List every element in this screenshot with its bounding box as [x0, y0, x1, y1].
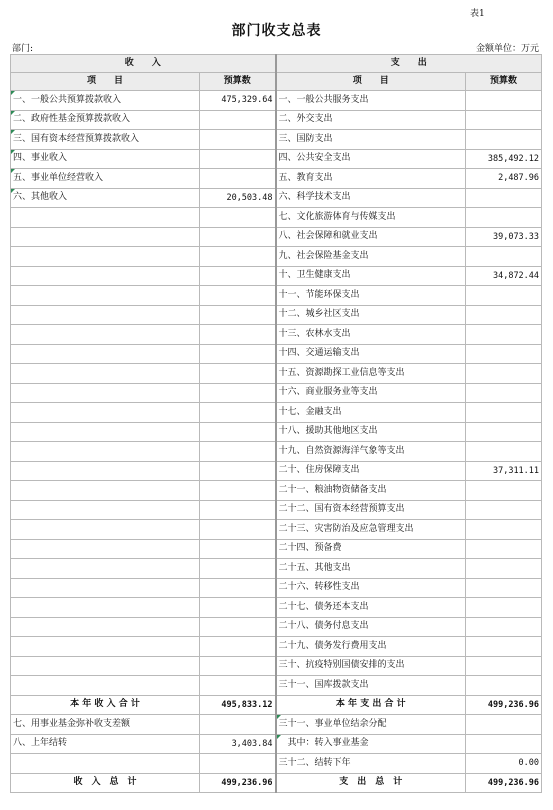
table-row [11, 344, 542, 364]
income-budget-cell [200, 110, 276, 130]
income-item-cell [11, 617, 200, 637]
income-budget-cell [200, 403, 276, 423]
expense-budget-cell: 2,487.96 [466, 169, 542, 189]
income-budget-cell [200, 383, 276, 403]
income-budget-cell [200, 656, 276, 676]
income-item-cell [11, 247, 200, 267]
income-budget-cell: 475,329.64 [200, 91, 276, 111]
income-budget-cell [200, 715, 276, 735]
income-item-cell [11, 481, 200, 501]
expense-budget-cell [466, 442, 542, 462]
expense-budget-cell [466, 559, 542, 579]
expense-item-cell: 十五、资源勘探工业信息等支出 [276, 364, 466, 384]
table-number: 表1 [470, 9, 485, 19]
income-budget-cell [200, 539, 276, 559]
expense-item-cell: 二十三、灾害防治及应急管理支出 [276, 520, 466, 540]
subtotal-row-expense-label: 本 年 支 出 合 计 [276, 695, 466, 715]
income-item-header: 项 目 [11, 73, 200, 91]
expense-item-cell: 三十二、结转下年 [276, 754, 466, 774]
expense-item-cell: 九、社会保险基金支出 [276, 247, 466, 267]
expense-budget-cell [466, 247, 542, 267]
income-item-cell [11, 208, 200, 228]
page-title: 部门收支总表 [231, 23, 322, 39]
table-row [11, 325, 542, 345]
table-row [11, 149, 542, 169]
expense-section-header: 支 出 [276, 55, 542, 73]
expense-budget-cell: 39,073.33 [466, 227, 542, 247]
income-budget-cell [200, 227, 276, 247]
expense-item-cell: 十六、商业服务业等支出 [276, 383, 466, 403]
expense-budget-cell [466, 344, 542, 364]
income-item-cell [11, 227, 200, 247]
income-item-cell [11, 364, 200, 384]
income-item-cell [11, 559, 200, 579]
grand-total-row-income-value: 499,236.96 [200, 773, 276, 793]
table-row [11, 442, 542, 462]
expense-item-cell: 二十八、债务付息支出 [276, 617, 466, 637]
table-row [11, 676, 542, 696]
income-item-cell [11, 325, 200, 345]
income-budget-cell [200, 266, 276, 286]
expense-budget-cell: 37,311.11 [466, 461, 542, 481]
unit-label: 金额单位：万元 [475, 44, 539, 54]
expense-budget-cell: 0.00 [466, 754, 542, 774]
expense-item-cell: 三十一、国库拨款支出 [276, 676, 466, 696]
expense-budget-cell [466, 617, 542, 637]
table-row [11, 715, 542, 735]
table-row [11, 734, 542, 754]
expense-budget-cell [466, 305, 542, 325]
table-row [11, 305, 542, 325]
expense-budget-cell [466, 481, 542, 501]
expense-item-cell: 十九、自然资源海洋气象等支出 [276, 442, 466, 462]
expense-item-cell: 十三、农林水支出 [276, 325, 466, 345]
income-budget-cell [200, 286, 276, 306]
table-row [11, 247, 542, 267]
table-row [11, 559, 542, 579]
expense-budget-cell [466, 500, 542, 520]
expense-item-cell: 六、科学技术支出 [276, 188, 466, 208]
table-row [11, 578, 542, 598]
income-item-cell [11, 383, 200, 403]
expense-item-cell: 十四、交通运输支出 [276, 344, 466, 364]
expense-budget-cell [466, 364, 542, 384]
income-budget-cell [200, 754, 276, 774]
table-row [11, 188, 542, 208]
expense-item-cell: 十一、节能环保支出 [276, 286, 466, 306]
expense-item-cell: 二十二、国有资本经营预算支出 [276, 500, 466, 520]
grand-total-row-expense-value: 499,236.96 [466, 773, 542, 793]
table-row [11, 539, 542, 559]
expense-budget-cell: 34,872.44 [466, 266, 542, 286]
expense-item-cell: 十二、城乡社区支出 [276, 305, 466, 325]
expense-budget-cell [466, 110, 542, 130]
income-item-cell: 一、一般公共预算拨款收入 [11, 91, 200, 111]
income-budget-cell [200, 617, 276, 637]
expense-budget-cell [466, 637, 542, 657]
income-item-cell [11, 286, 200, 306]
expense-item-cell: 五、教育支出 [276, 169, 466, 189]
income-budget-cell [200, 208, 276, 228]
table-row [11, 286, 542, 306]
expense-budget-header: 预算数 [466, 73, 542, 91]
income-item-cell [11, 422, 200, 442]
expense-budget-cell [466, 539, 542, 559]
table-row [11, 227, 542, 247]
income-budget-cell [200, 130, 276, 150]
income-item-cell [11, 539, 200, 559]
expense-budget-cell [466, 734, 542, 754]
table-row [11, 110, 542, 130]
income-item-cell [11, 656, 200, 676]
expense-item-cell: 三十、抗疫特别国债安排的支出 [276, 656, 466, 676]
expense-item-cell: 二十五、其他支出 [276, 559, 466, 579]
expense-item-cell: 十、卫生健康支出 [276, 266, 466, 286]
expense-item-cell: 二十一、粮油物资储备支出 [276, 481, 466, 501]
income-budget-cell [200, 637, 276, 657]
expense-item-cell: 十八、援助其他地区支出 [276, 422, 466, 442]
subtotal-row [11, 695, 542, 715]
expense-budget-cell [466, 208, 542, 228]
table-row [11, 598, 542, 618]
expense-budget-cell [466, 325, 542, 345]
income-budget-header: 预算数 [200, 73, 276, 91]
expense-item-cell: 二十九、债务发行费用支出 [276, 637, 466, 657]
income-item-cell [11, 598, 200, 618]
income-item-cell [11, 403, 200, 423]
expense-budget-cell: 385,492.12 [466, 149, 542, 169]
income-item-cell: 五、事业单位经营收入 [11, 169, 200, 189]
expense-item-cell: 三十一、事业单位结余分配 [276, 715, 466, 735]
table-row [11, 364, 542, 384]
expense-item-cell: 十七、金融支出 [276, 403, 466, 423]
income-budget-cell [200, 325, 276, 345]
table-row [11, 637, 542, 657]
income-item-cell [11, 500, 200, 520]
income-budget-cell [200, 559, 276, 579]
expense-item-cell: 其中：转入事业基金 [276, 734, 466, 754]
income-budget-cell: 20,503.48 [200, 188, 276, 208]
column-header-row [11, 73, 542, 91]
expense-item-cell: 二、外交支出 [276, 110, 466, 130]
table-row [11, 383, 542, 403]
section-header-row [11, 55, 542, 73]
expense-budget-cell [466, 403, 542, 423]
income-budget-cell [200, 676, 276, 696]
income-item-cell: 三、国有资本经营预算拨款收入 [11, 130, 200, 150]
subtotal-row-expense-value: 499,236.96 [466, 695, 542, 715]
expense-item-header: 项 目 [276, 73, 466, 91]
income-budget-cell [200, 598, 276, 618]
expense-item-cell: 四、公共安全支出 [276, 149, 466, 169]
income-budget-cell [200, 461, 276, 481]
income-item-cell [11, 676, 200, 696]
income-budget-cell [200, 500, 276, 520]
table-row [11, 91, 542, 111]
expense-budget-cell [466, 422, 542, 442]
income-item-cell [11, 578, 200, 598]
income-budget-cell [200, 169, 276, 189]
expense-item-cell: 二十七、债务还本支出 [276, 598, 466, 618]
expense-item-cell: 七、文化旅游体育与传媒支出 [276, 208, 466, 228]
expense-budget-cell [466, 715, 542, 735]
department-label: 部门: [12, 44, 34, 54]
expense-budget-cell [466, 578, 542, 598]
grand-total-row [11, 773, 542, 793]
expense-budget-cell [466, 188, 542, 208]
table-row [11, 481, 542, 501]
income-item-cell: 四、事业收入 [11, 149, 200, 169]
income-item-cell [11, 520, 200, 540]
income-budget-cell: 3,403.84 [200, 734, 276, 754]
expense-budget-cell [466, 383, 542, 403]
income-budget-cell [200, 364, 276, 384]
income-item-cell [11, 754, 200, 774]
income-budget-cell [200, 247, 276, 267]
grand-total-row-expense-label: 支 出 总 计 [276, 773, 466, 793]
table-row [11, 422, 542, 442]
income-budget-cell [200, 305, 276, 325]
income-item-cell: 八、上年结转 [11, 734, 200, 754]
income-item-cell: 六、其他收入 [11, 188, 200, 208]
grand-total-row-income-label: 收 入 总 计 [11, 773, 200, 793]
subtotal-row-income-value: 495,833.12 [200, 695, 276, 715]
subtotal-row-income-label: 本 年 收 入 合 计 [11, 695, 200, 715]
income-item-cell: 二、政府性基金预算拨款收入 [11, 110, 200, 130]
table-row [11, 461, 542, 481]
table-row [11, 500, 542, 520]
expense-item-cell: 一、一般公共服务支出 [276, 91, 466, 111]
expense-item-cell: 三、国防支出 [276, 130, 466, 150]
table-row [11, 130, 542, 150]
income-budget-cell [200, 422, 276, 442]
expense-budget-cell [466, 520, 542, 540]
income-budget-cell [200, 344, 276, 364]
expense-item-cell: 二十、住房保障支出 [276, 461, 466, 481]
budget-summary-table [10, 54, 542, 793]
expense-budget-cell [466, 656, 542, 676]
table-row [11, 520, 542, 540]
income-item-cell [11, 266, 200, 286]
expense-budget-cell [466, 598, 542, 618]
table-row [11, 208, 542, 228]
income-budget-cell [200, 149, 276, 169]
expense-item-cell: 二十四、预备费 [276, 539, 466, 559]
table-row [11, 169, 542, 189]
expense-budget-cell [466, 130, 542, 150]
income-item-cell [11, 344, 200, 364]
income-item-cell [11, 442, 200, 462]
income-item-cell [11, 461, 200, 481]
expense-budget-cell [466, 91, 542, 111]
table-row [11, 403, 542, 423]
income-budget-cell [200, 578, 276, 598]
table-row [11, 617, 542, 637]
income-budget-cell [200, 481, 276, 501]
table-row [11, 754, 542, 774]
income-item-cell [11, 305, 200, 325]
income-budget-cell [200, 442, 276, 462]
table-row [11, 266, 542, 286]
income-item-cell: 七、用事业基金弥补收支差额 [11, 715, 200, 735]
expense-item-cell: 二十六、转移性支出 [276, 578, 466, 598]
income-section-header: 收 入 [11, 55, 276, 73]
income-item-cell [11, 637, 200, 657]
expense-item-cell: 八、社会保障和就业支出 [276, 227, 466, 247]
income-budget-cell [200, 520, 276, 540]
expense-budget-cell [466, 676, 542, 696]
expense-budget-cell [466, 286, 542, 306]
table-row [11, 656, 542, 676]
